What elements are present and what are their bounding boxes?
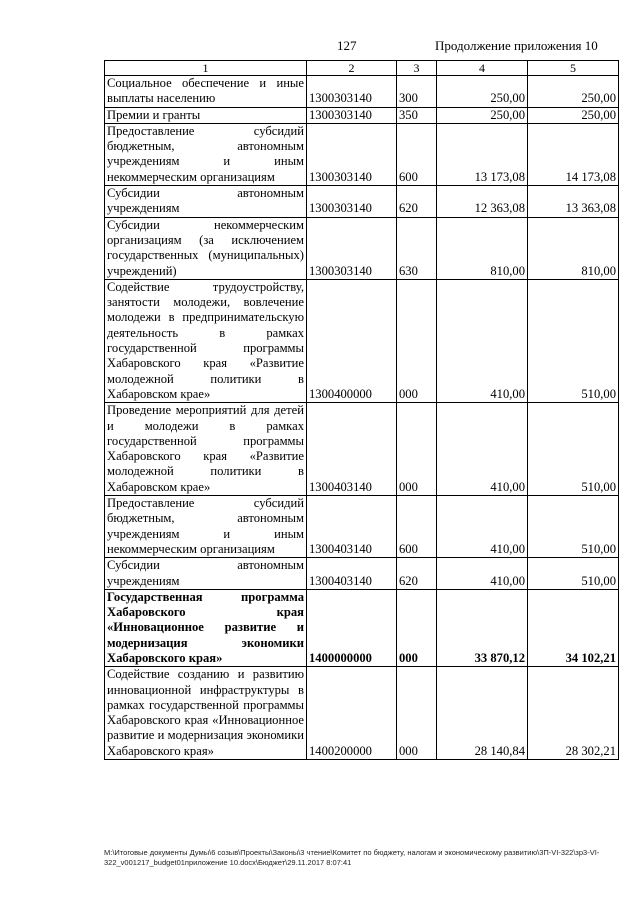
column-number: 3 (397, 61, 437, 76)
table-row (105, 107, 619, 123)
page-number: 127 (337, 38, 357, 53)
row-target-code: 1300303140 (307, 107, 397, 123)
table-row (105, 589, 619, 666)
row-expense-type: 600 (397, 496, 437, 558)
row-target-code: 1400200000 (307, 667, 397, 760)
budget-table (104, 60, 619, 760)
row-expense-type: 630 (397, 217, 437, 279)
column-number: 1 (105, 61, 307, 76)
row-name: Содействие трудоустройству, занятости молодежи, вовлечение молодежи в предпринимательскую деятельность в рамках государственной программы Хабаровского края «Развитие молодежной политики в Хабаровском крае» (105, 279, 307, 402)
row-expense-type: 620 (397, 558, 437, 590)
table-row (105, 496, 619, 558)
table-row (105, 76, 619, 108)
row-expense-type: 000 (397, 667, 437, 760)
row-amount-year-1: 250,00 (437, 76, 528, 108)
row-name: Социальное обеспечение и иные выплаты населению (105, 76, 307, 108)
row-name: Субсидии автономным учреждениям (105, 186, 307, 218)
appendix-note: Продолжение приложения 10 (435, 38, 598, 53)
row-amount-year-2: 810,00 (528, 217, 619, 279)
document-path-footer: М:\Итоговые документы Думы\6 созыв\Проекты\Законы\3 чтение\Комитет по бюджету, налогам и экономическому развитию\3П-VI-322\зр3-VI-322_v001217_budget01приложение 10.docx\Бюджет\29.11.2017 8:07:41 (104, 848, 600, 867)
row-expense-type: 600 (397, 123, 437, 185)
row-target-code: 1400000000 (307, 589, 397, 666)
row-amount-year-1: 28 140,84 (437, 667, 528, 760)
row-name: Субсидии некоммерческим организациям (за исключением государственных (муниципальных) учреждений) (105, 217, 307, 279)
row-target-code: 1300403140 (307, 403, 397, 496)
table-row (105, 667, 619, 760)
row-target-code: 1300303140 (307, 123, 397, 185)
row-expense-type: 000 (397, 589, 437, 666)
row-name: Субсидии автономным учреждениям (105, 558, 307, 590)
row-amount-year-1: 410,00 (437, 279, 528, 402)
row-amount-year-1: 13 173,08 (437, 123, 528, 185)
row-amount-year-2: 510,00 (528, 279, 619, 402)
row-target-code: 1300400000 (307, 279, 397, 402)
column-number: 4 (437, 61, 528, 76)
table-row (105, 186, 619, 218)
table-row (105, 123, 619, 185)
row-name: Проведение мероприятий для детей и молодежи в рамках государственной программы Хабаровского края «Развитие молодежной политики в Хабаровском крае» (105, 403, 307, 496)
row-amount-year-1: 410,00 (437, 496, 528, 558)
row-target-code: 1300303140 (307, 76, 397, 108)
row-amount-year-2: 510,00 (528, 496, 619, 558)
table-row (105, 279, 619, 402)
row-amount-year-1: 810,00 (437, 217, 528, 279)
table-row (105, 217, 619, 279)
row-amount-year-1: 410,00 (437, 403, 528, 496)
row-target-code: 1300403140 (307, 558, 397, 590)
row-expense-type: 300 (397, 76, 437, 108)
row-amount-year-2: 28 302,21 (528, 667, 619, 760)
column-number: 2 (307, 61, 397, 76)
row-name: Предоставление субсидий бюджетным, автономным учреждениям и иным некоммерческим организациям (105, 123, 307, 185)
row-expense-type: 000 (397, 403, 437, 496)
row-name: Государственная программа Хабаровского края «Инновационное развитие и модернизация экономики Хабаровского края» (105, 589, 307, 666)
row-amount-year-1: 250,00 (437, 107, 528, 123)
row-amount-year-2: 510,00 (528, 403, 619, 496)
row-amount-year-2: 250,00 (528, 107, 619, 123)
row-amount-year-2: 14 173,08 (528, 123, 619, 185)
row-expense-type: 350 (397, 107, 437, 123)
row-target-code: 1300303140 (307, 186, 397, 218)
row-amount-year-1: 410,00 (437, 558, 528, 590)
row-expense-type: 620 (397, 186, 437, 218)
row-amount-year-1: 33 870,12 (437, 589, 528, 666)
row-name: Премии и гранты (105, 107, 307, 123)
table-row (105, 558, 619, 590)
row-amount-year-2: 510,00 (528, 558, 619, 590)
row-name: Предоставление субсидий бюджетным, автономным учреждениям и иным некоммерческим организациям (105, 496, 307, 558)
row-target-code: 1300403140 (307, 496, 397, 558)
row-amount-year-2: 34 102,21 (528, 589, 619, 666)
row-name: Содействие созданию и развитию инновационной инфраструктуры в рамках государственной программы Хабаровского края «Инновационное развитие и модернизация экономики Хабаровского края» (105, 667, 307, 760)
row-amount-year-1: 12 363,08 (437, 186, 528, 218)
row-amount-year-2: 250,00 (528, 76, 619, 108)
table-row (105, 403, 619, 496)
row-expense-type: 000 (397, 279, 437, 402)
row-amount-year-2: 13 363,08 (528, 186, 619, 218)
row-target-code: 1300303140 (307, 217, 397, 279)
column-number: 5 (528, 61, 619, 76)
column-number-row (105, 61, 619, 76)
